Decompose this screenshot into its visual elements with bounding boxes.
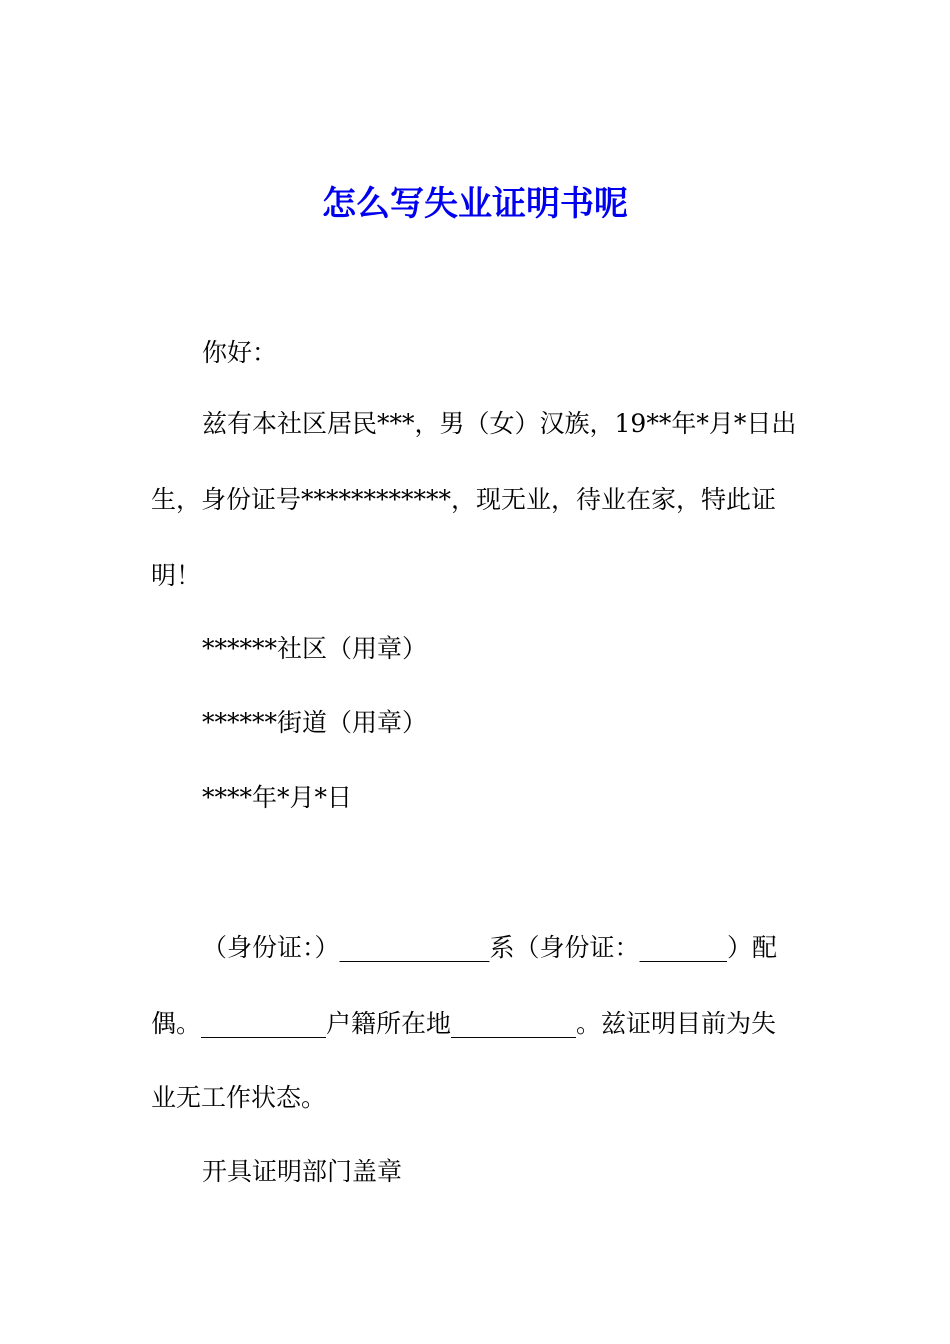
spouse-paragraph-line-1: （身份证：）____________系（身份证：_______）配	[202, 933, 778, 962]
spouse-paragraph-line-2: 偶。__________户籍所在地__________。兹证明目前为失	[151, 1009, 777, 1038]
date-line: ****年*月*日	[202, 783, 353, 812]
document-title: 怎么写失业证明书呢	[322, 184, 628, 224]
issuer-stamp-line: 开具证明部门盖章	[202, 1157, 403, 1186]
greeting: 你好：	[202, 338, 278, 367]
spouse-paragraph-line-3: 业无工作状态。	[151, 1083, 327, 1112]
certificate-paragraph-line-2: 生，身份证号************，现无业，待业在家，特此证	[151, 485, 777, 514]
community-stamp-line: ******社区（用章）	[202, 634, 428, 663]
certificate-paragraph-line-1: 兹有本社区居民***，男（女）汉族，19**年*月*日出	[202, 409, 797, 438]
certificate-paragraph-line-3: 明！	[151, 561, 202, 590]
street-stamp-line: ******街道（用章）	[202, 708, 428, 737]
